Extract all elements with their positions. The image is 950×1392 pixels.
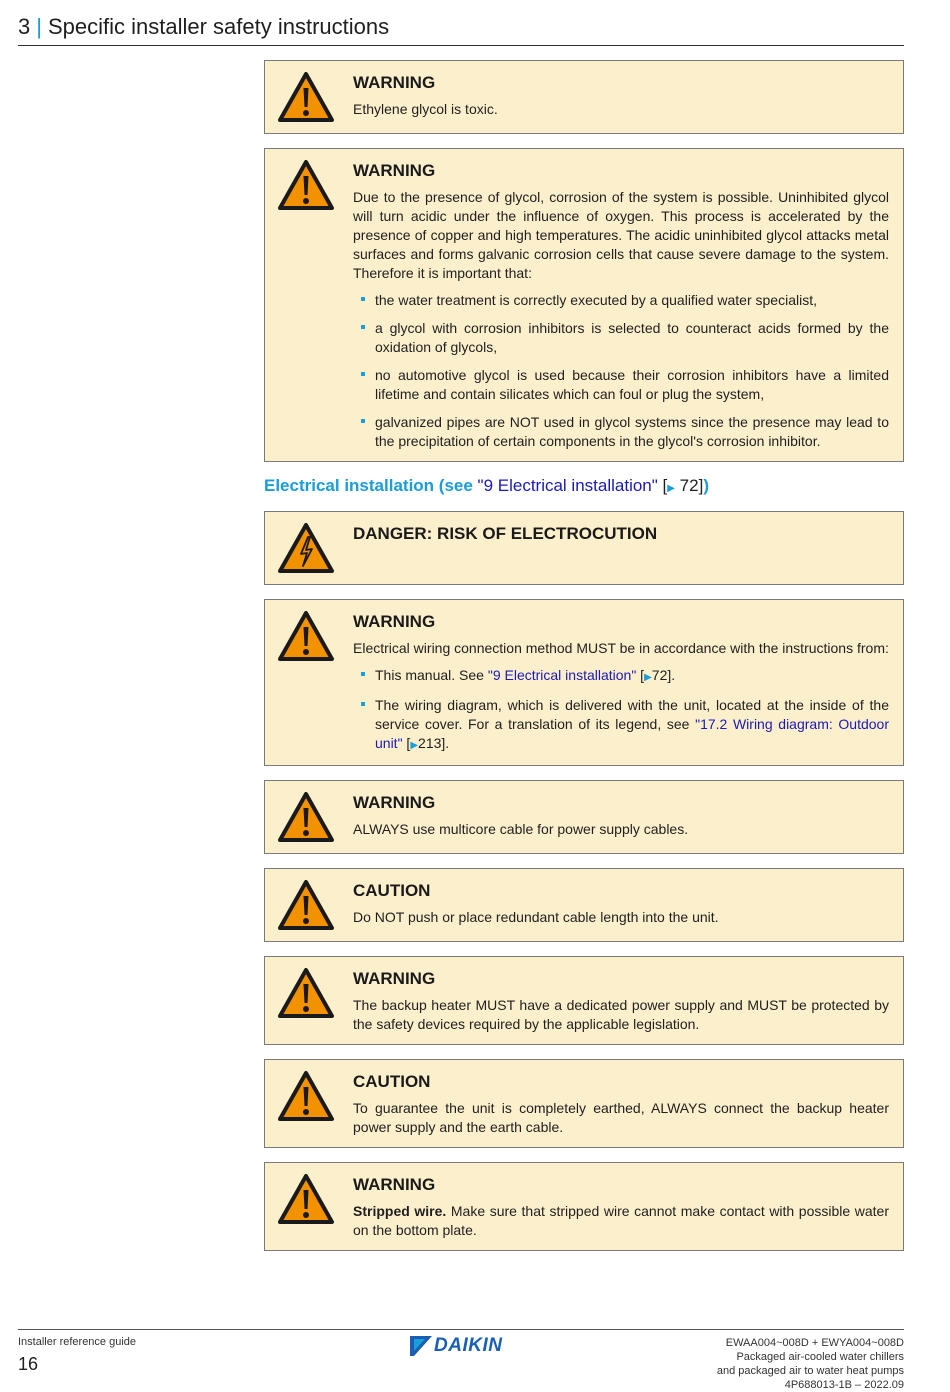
content-column: [264, 60, 904, 1265]
chapter-title: Specific installer safety instructions: [47, 14, 390, 39]
bold-lead: Stripped wire.: [353, 1203, 447, 1219]
warning-box-wiring-method: [264, 599, 904, 766]
box-text: Do NOT push or place redundant cable length into the unit.: [353, 909, 719, 925]
box-text: Ethylene glycol is toxic.: [353, 101, 498, 117]
daikin-logo-icon: [410, 1336, 432, 1356]
document-code: 4P688013-1B – 2022.09: [784, 1379, 904, 1391]
page-footer: [18, 1329, 904, 1391]
page-arrow-icon: ▶: [410, 740, 419, 751]
box-title: WARNING: [353, 1175, 436, 1194]
caution-box-cable-length: [264, 868, 904, 942]
bullet-text: This manual. See: [375, 667, 488, 683]
product-description-2: and packaged air to water heat pumps: [716, 1365, 904, 1377]
list-item: no automotive glycol is used because their corrosion inhibitors have a limited lifetime and contain silicates which can foul or plug the system,: [353, 366, 889, 404]
list-item: a glycol with corrosion inhibitors is selected to counteract acids formed by the oxidation of glycols,: [353, 319, 889, 357]
box-text: Due to the presence of glycol, corrosion of the system is possible. Uninhibited glycol will turn acidic under the influence of oxygen. This process is accelerated by the presence of copper and high temperatures. The acidic uninhibited glycol attacks metal surfaces and forms galvanic corrosion cells that cause severe damage to the system. Therefore it is important that:: [353, 189, 889, 281]
warning-triangle-icon: [277, 71, 335, 123]
model-range: EWAA004~008D + EWYA004~008D: [725, 1337, 904, 1349]
box-text: To guarantee the unit is completely earthed, ALWAYS connect the backup heater power supply and the earth cable.: [353, 1100, 889, 1135]
box-text: [353, 1202, 889, 1240]
warning-triangle-icon: [277, 610, 335, 662]
section-link-electrical-installation[interactable]: "9 Electrical installation": [477, 476, 658, 495]
box-title: WARNING: [353, 793, 436, 812]
box-title: WARNING: [353, 969, 436, 988]
list-item: galvanized pipes are NOT used in glycol systems since the presence may lead to the precipitation of certain components in the glycol's corrosion inhibitor.: [353, 413, 889, 451]
section-heading-prefix: Electrical installation (see: [264, 476, 478, 495]
section-heading-suffix: ): [703, 476, 709, 495]
warning-triangle-icon: [277, 967, 335, 1019]
box-title: CAUTION: [353, 881, 431, 900]
box-title: WARNING: [353, 73, 436, 92]
box-title: CAUTION: [353, 1072, 431, 1091]
page-ref-open: [: [636, 667, 645, 683]
warning-box-multicore-cable: [264, 780, 904, 854]
page-ref-number: 213].: [418, 735, 450, 751]
page-ref-open: [: [402, 735, 411, 751]
box-text-rest: Make sure that stripped wire cannot make contact with possible water on the bottom plate.: [353, 1203, 889, 1238]
box-text: Electrical wiring connection method MUST be in accordance with the instructions from:: [353, 640, 889, 656]
caution-triangle-icon: [277, 1070, 335, 1122]
page-arrow-icon: ▶: [644, 672, 652, 683]
bullet-list: [353, 666, 889, 755]
box-text: ALWAYS use multicore cable for power supply cables.: [353, 821, 689, 837]
link-electrical-installation[interactable]: "9 Electrical installation": [487, 667, 637, 683]
list-item: [353, 696, 889, 755]
box-title: DANGER: RISK OF ELECTROCUTION: [353, 524, 658, 543]
page-ref-number: 72].: [651, 667, 676, 683]
danger-box-electrocution: [264, 511, 904, 585]
warning-box-stripped-wire: [264, 1162, 904, 1251]
box-title: WARNING: [353, 161, 436, 180]
bullet-text: The wiring diagram, which is delivered with the unit, located at the inside of the service cover. For a translation of its legend, see: [375, 697, 889, 732]
warning-box-glycol-corrosion: [264, 148, 904, 462]
warning-box-glycol-toxic: [264, 60, 904, 134]
brand-logo-text: DAIKIN: [434, 1335, 503, 1356]
chapter-number: 3: [18, 14, 31, 39]
warning-box-backup-heater: [264, 956, 904, 1045]
list-item: [353, 666, 889, 687]
product-description-1: Packaged air-cooled water chillers: [736, 1351, 904, 1363]
warning-triangle-icon: [277, 159, 335, 211]
box-title: WARNING: [353, 612, 436, 631]
page-ref-open: [: [657, 476, 668, 495]
link-wiring-diagram[interactable]: "17.2 Wiring diagram: Outdoor unit": [375, 716, 889, 751]
list-item: the water treatment is correctly executed by a qualified water specialist,: [353, 291, 889, 310]
caution-triangle-icon: [277, 879, 335, 931]
warning-triangle-icon: [277, 791, 335, 843]
document-type-label: Installer reference guide: [18, 1336, 137, 1348]
page-arrow-icon: ▶: [667, 483, 675, 494]
brand-logo: [410, 1334, 502, 1358]
page-header: [18, 14, 904, 46]
electrical-hazard-icon: [277, 522, 335, 574]
caution-box-earthing: [264, 1059, 904, 1148]
bullet-list: [353, 291, 889, 451]
section-heading: [264, 476, 904, 496]
header-separator: |: [36, 14, 42, 39]
page-ref-number: 72]: [674, 476, 704, 495]
box-text: The backup heater MUST have a dedicated power supply and MUST be protected by the safety devices required by the applicable legislation.: [353, 997, 889, 1032]
document-info: [717, 1336, 904, 1392]
page-number: 16: [18, 1354, 39, 1374]
warning-triangle-icon: [277, 1173, 335, 1225]
